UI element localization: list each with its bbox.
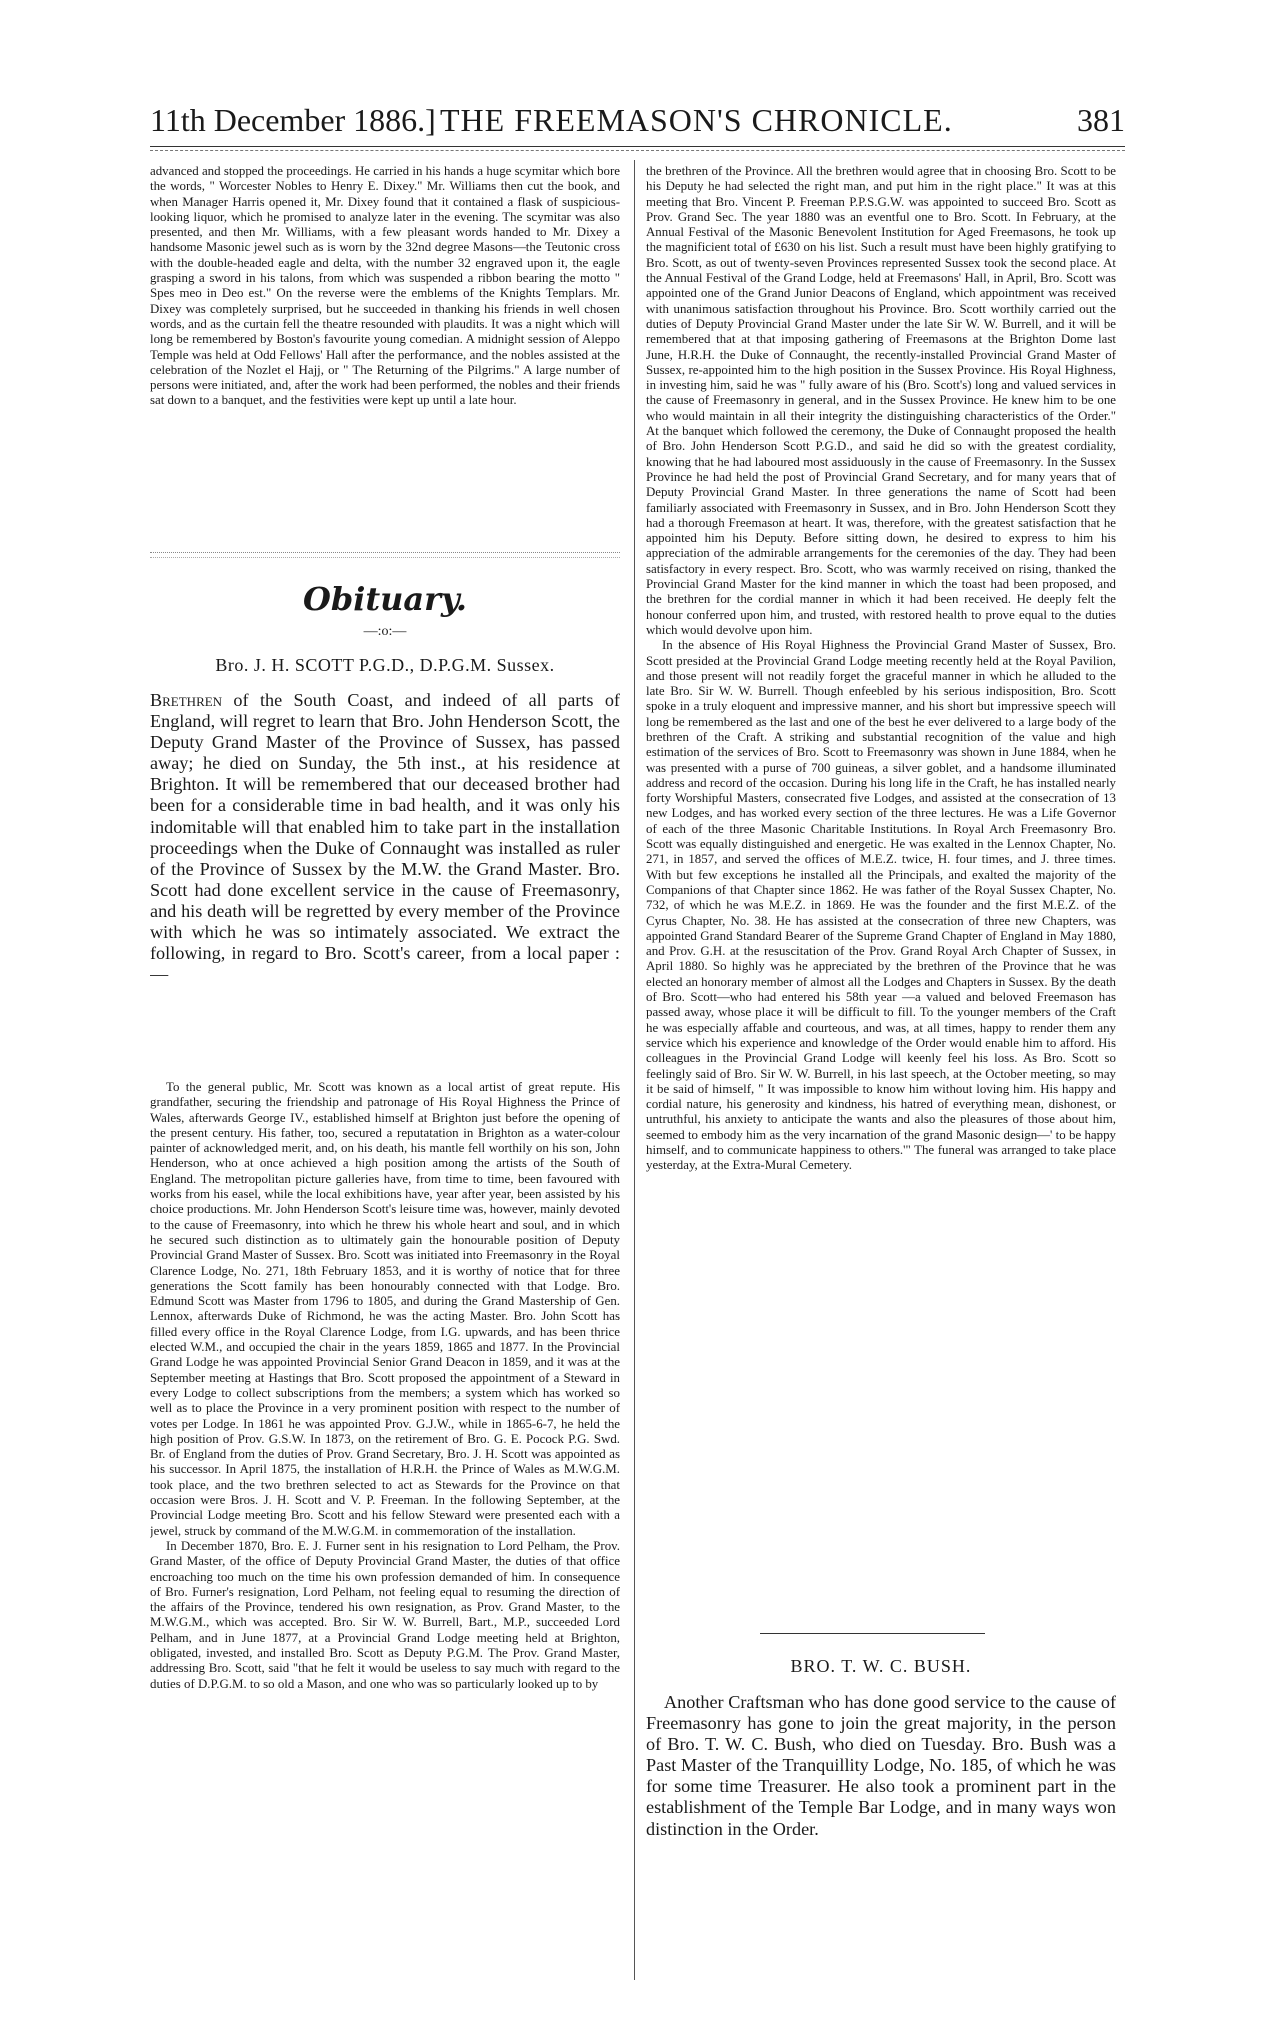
intro-paragraph: advanced and stopped the proceedings. He carried in his hands a huge scymitar which bore the words, " Worcester Nobles to Henry E. Dixey." Mr. Williams then cut the book, and when Manager Harris opened it, Mr. Dixey found that it contained a flask of suspicious-looking liquor, which he promised to analyze later in the evening. The scymitar was also presented, and then Mr. Williams, with a few pleasant words handed to Mr. Dixey a handsome Masonic jewel such as is worn by the 32nd degree Masons—the Teutonic cross with the double-headed eagle and delta, with the number 32 engraved upon it, the eagle grasping a sword in his talons, from which was suspended a ribbon bearing the motto " Spes meo in Deo est." On the reverse were the emblems of the Knights Templars. Mr. Dixey was completely surprised, but he succeeded in thanking his friends in well chosen words, and as the curtain fell the theatre resounded with plaudits. It was a night which will long be remembered by Boston's favourite young comedian. A midnight session of Aleppo Temple was held at Odd Fellows' Hall after the performance, and the nobles assisted at the celebration of the Nozlet el Hajj, or " The Returning of the Pilgrims." A large number of persons were initiated, and, after the work had been performed, the nobles and their friends sat down to a banquet, and the festivities were kept up until a late hour. xyxy=(150,164,620,408)
page-header xyxy=(150,100,1125,147)
right-column-article xyxy=(646,164,1116,1624)
ornamental-rule xyxy=(150,552,620,558)
left-column-quote xyxy=(150,1080,620,1985)
obituary-heading: Obituary. xyxy=(302,580,468,618)
quote-paragraph-1: To the general public, Mr. Scott was known as a local artist of great repute. His grandfather, securing the friendship and patronage of His Royal Highness the Prince of Wales, afterwards George IV., established himself at Brighton just before the opening of the present century. His father, too, secured a reputatation in Brighton as a water-colour painter of acknowledged merit, and, on his death, his mantle fell worthily on his son, John Henderson, who at once achieved a high position among the artists of the South of England. The metropolitan picture galleries have, from time to time, been favoured with works from his easel, while the local exhibitions have, year after year, been assisted by his choice productions. Mr. John Henderson Scott's leisure time was, however, mainly devoted to the cause of Freemasonry, into which he threw his whole heart and soul, and in which he secured such distinction as to ultimately gain the honourable position of Deputy Provincial Grand Master of Sussex. Bro. Scott was initiated into Freemasonry in the Royal Clarence Lodge, No. 271, 18th February 1853, and it is worthy of notice that for three generations the Scott family has been honourably connected with that Lodge. Bro. Edmund Scott was Master from 1796 to 1805, and during the Grand Mastership of Gen. Lennox, afterwards Duke of Richmond, he was the acting Master. Bro. John Scott has filled every office in the Royal Clarence Lodge, from I.G. upwards, and has been thrice elected W.M., and occupied the chair in the years 1859, 1865 and 1877. In the Provincial Grand Lodge he was appointed Provincial Senior Grand Deacon in 1859, and it was at the September meeting at Hastings that Bro. Scott proposed the appointment of a Steward in every Lodge to collect subscriptions from the members; a system which has worked so well as to place the Province in a very prominent position with respect to the number of votes per Lodge. In 1861 he was appointed Prov. G.J.W., while in 1865-6-7, he held the high position of Prov. G.S.W. In 1873, on the retirement of Bro. G. E. Pocock P.G. Swd. Br. of England from the duties of Prov. Grand Secretary, Bro. J. H. Scott was appointed as his successor. In April 1875, the installation of H.R.H. the Prince of Wales as M.W.G.M. took place, and the two brethren selected to act as Stewards for the Province on that occasion were Bros. J. H. Scott and V. P. Freeman. In the following September, at the Provincial Lodge meeting Bro. Scott and his fellow Steward were presented each with a jewel, struck by command of the M.W.G.M. in commemoration of the installation. xyxy=(150,1080,620,1538)
obituary-separator: —:o:— xyxy=(363,624,407,639)
right-paragraph-2: In the absence of His Royal Highness the Provincial Grand Master of Sussex, Bro. Scott presided at the Provincial Grand Lodge meeting recently held at the Royal Pavilion, and those present will not readily forget the graceful manner in which he alluded to the late Bro. Sir W. W. Burrell. Though enfeebled by his serious indisposition, Bro. Scott spoke in a truly eloquent and impressive manner, and his short but impressive speech will long be remembered as the last and one of the best he ever delivered to a large body of the brethren of the Craft. A striking and substantial recognition of the value and high estimation of the services of Bro. Scott to Freemasonry was shown in June 1884, when he was presented with a purse of 700 guineas, a silver goblet, and a handsome illuminated address and record of the occasion. During his long life in the Craft, he has installed nearly forty Worshipful Masters, consecrated five Lodges, and assisted at the consecration of 13 new Lodges, and has worked every section of the three lectures. He was a Life Governor of each of the three Masonic Charitable Institutions. In Royal Arch Freemasonry Bro. Scott was equally distinguished and energetic. He was exalted in the Lennox Chapter, No. 271, in 1857, and served the offices of M.E.Z. twice, H. four times, and J. three times. With but few exceptions he installed all the Principals, and exalted the majority of the Companions of that Chapter since 1862. He was father of the Royal Sussex Chapter, No. 732, of which he was M.E.Z. in 1869. He was the founder and the first M.E.Z. of the Cyrus Chapter, No. 38. He has assisted at the consecration of three new Chapters, was appointed Grand Standard Bearer of the Supreme Grand Chapter of England in May 1880, and Prov. G.H. at the resuscitation of the Prov. Grand Royal Arch Chapter of Sussex, in April 1880. So highly was he appreciated by the brethren of the Province that he was elected an honorary member of almost all the Lodges and Chapters in Sussex. By the death of Bro. Scott—who had entered his 58th year —a valued and beloved Freemason has passed away, whose place it will be difficult to fill. To the younger members of the Craft he was especially affable and courteous, and was, at all times, happy to render them any service which his experience and knowledge of the Order would enable him to afford. His colleagues in the Provincial Grand Lodge will keenly feel his loss. As Bro. Scott so feelingly said of Bro. Sir W. W. Burrell, in his last speech, at the October meeting, so may it be said of himself, " It was impossible to know him without loving him. His happy and cordial nature, his generosity and kindness, his hatred of everything mean, dishonest, or untruthful, his anxiety to anticipate the wants and also the pleasures of those about him, seemed to embody him as the very incarnation of the grand Masonic design—' to be happy himself, and to communicate happiness to others.'" The funeral was arranged to take place yesterday, at the Extra-Mural Cemetery. xyxy=(646,638,1116,1173)
quote-paragraph-2: In December 1870, Bro. E. J. Furner sent in his resignation to Lord Pelham, the Prov. Grand Master, of the office of Deputy Provincial Grand Master, the duties of that office encroaching too much on the time his own profession demanded of him. In consequence of Bro. Furner's resignation, Lord Pelham, not feeling equal to resuming the direction of the affairs of the Province, tendered his own resignation, as Prov. Grand Master, to the M.W.G.M., which was accepted. Bro. Sir W. W. Burrell, Bart., M.P., succeeded Lord Pelham, and in June 1877, at a Provincial Grand Lodge meeting held at Brighton, obligated, invested, and installed Bro. Scott as Deputy P.G.M. The Prov. Grand Master, addressing Bro. Scott, said "that he felt it would be useless to say much with regard to the duties of D.P.G.M. to so old a Mason, and one who was so particularly looked up to by xyxy=(150,1538,620,1691)
bush-paragraph: Another Craftsman who has done good service to the cause of Freemasonry has gone to join the great majority, in the person of Bro. T. W. C. Bush, who died on Tuesday. Bro. Bush was a Past Master of the Tranquillity Lodge, No. 185, of which he was for some time Treasurer. He also took a prominent part in the establishment of the Temple Bar Lodge, and in many ways won distinction in the Order. xyxy=(646,1692,1116,1839)
page-number: 381 xyxy=(1077,102,1125,138)
scott-heading: Bro. J. H. SCOTT P.G.D., D.P.G.M. Sussex. xyxy=(215,655,555,675)
lead-rest: of the South Coast, and indeed of all parts of England, will regret to learn that Bro. John Henderson Scott, the Deputy Grand Master of the Province of Sussex, has passed away; he died on Sunday, the 5th inst., at his residence at Brighton. It will be remembered that our deceased brother had been for a considerable time in bad health, and it was only his indomitable will that enabled him to take part in the installation proceedings when the Duke of Connaught was installed as ruler of the Province of Sussex by the M.W. the Grand Master. Bro. Scott had done excellent service in the cause of Freemasonry, and his death will be regretted by every member of the Province with which he was so intimately associated. We extract the following, in regard to Bro. Scott's career, from a local paper :— xyxy=(150,690,620,985)
column-divider xyxy=(634,160,635,1980)
newspaper-title: THE FREEMASON'S CHRONICLE. xyxy=(440,102,953,138)
bush-article xyxy=(646,1692,1116,1892)
bush-heading: BRO. T. W. C. BUSH. xyxy=(790,1656,972,1676)
section-rule xyxy=(760,1633,985,1634)
lead-first-word: Brethren xyxy=(150,690,223,710)
scott-lead-article xyxy=(150,690,620,1070)
scott-lead-paragraph xyxy=(150,690,620,985)
header-date: 11th December 1886.] xyxy=(150,102,436,138)
left-column-intro xyxy=(150,164,620,544)
header-dashed-rule xyxy=(150,150,1125,151)
right-paragraph-1: the brethren of the Province. All the brethren would agree that in choosing Bro. Scott to be his Deputy he had selected the right man, and put him in the right place." It was at this meeting that Bro. Vincent P. Freeman P.P.S.G.W. was appointed to succeed Bro. Scott as Prov. Grand Sec. The year 1880 was an eventful one to Bro. Scott. In February, at the Annual Festival of the Masonic Benevolent Institution for Aged Freemasons, he took up the magnificient total of £630 on his list. Such a result must have been highly gratifying to Bro. Scott, as out of twenty-seven Provinces represented Sussex took the second place. At the Annual Festival of the Grand Lodge, held at Freemasons' Hall, in April, Bro. Scott was appointed one of the Grand Junior Deacons of England, which appointment was received with unanimous satisfaction throughout his Province. Bro. Scott worthily carried out the duties of Deputy Provincial Grand Master under the late Sir W. W. Burrell, and it will be remembered that at that imposing gathering of Freemasons at the Brighton Dome last June, H.R.H. the Duke of Connaught, the recently-installed Provincial Grand Master of Sussex, re-appointed him to the high position in the Sussex Province. His Royal Highness, in investing him, said he was " fully aware of his (Bro. Scott's) long and valued services in the cause of Freemasonry in general, and in the Sussex Province. He knew him to be one who would maintain in all their integrity the distinguishing characteristics of the Order." At the banquet which followed the ceremony, the Duke of Connaught proposed the health of Bro. John Henderson Scott P.G.D., and said he did so with the greatest cordiality, knowing that he had laboured most assiduously in the cause of Freemasonry. In the Sussex Province he had held the post of Provincial Grand Secretary, and for many years that of Deputy Provincial Grand Master. In three generations the name of Scott had been familiarly associated with Freemasonry in Sussex, and in Bro. John Henderson Scott they had a thorough Freemason at heart. It was, therefore, with the greatest satisfaction that he appointed him his Deputy. Before sitting down, he desired to express to him his appreciation of the admirable arrangements for the ceremonies of the day. They had been satisfactory in every respect. Bro. Scott, who was warmly received on rising, thanked the Provincial Grand Master for the kind manner in which the toast had been proposed, and the brethren for the cordial manner in which it had been received. He deeply felt the honour conferred upon him, and trusted, with restored health to prove equal to the duties which would devolve upon him. xyxy=(646,164,1116,637)
